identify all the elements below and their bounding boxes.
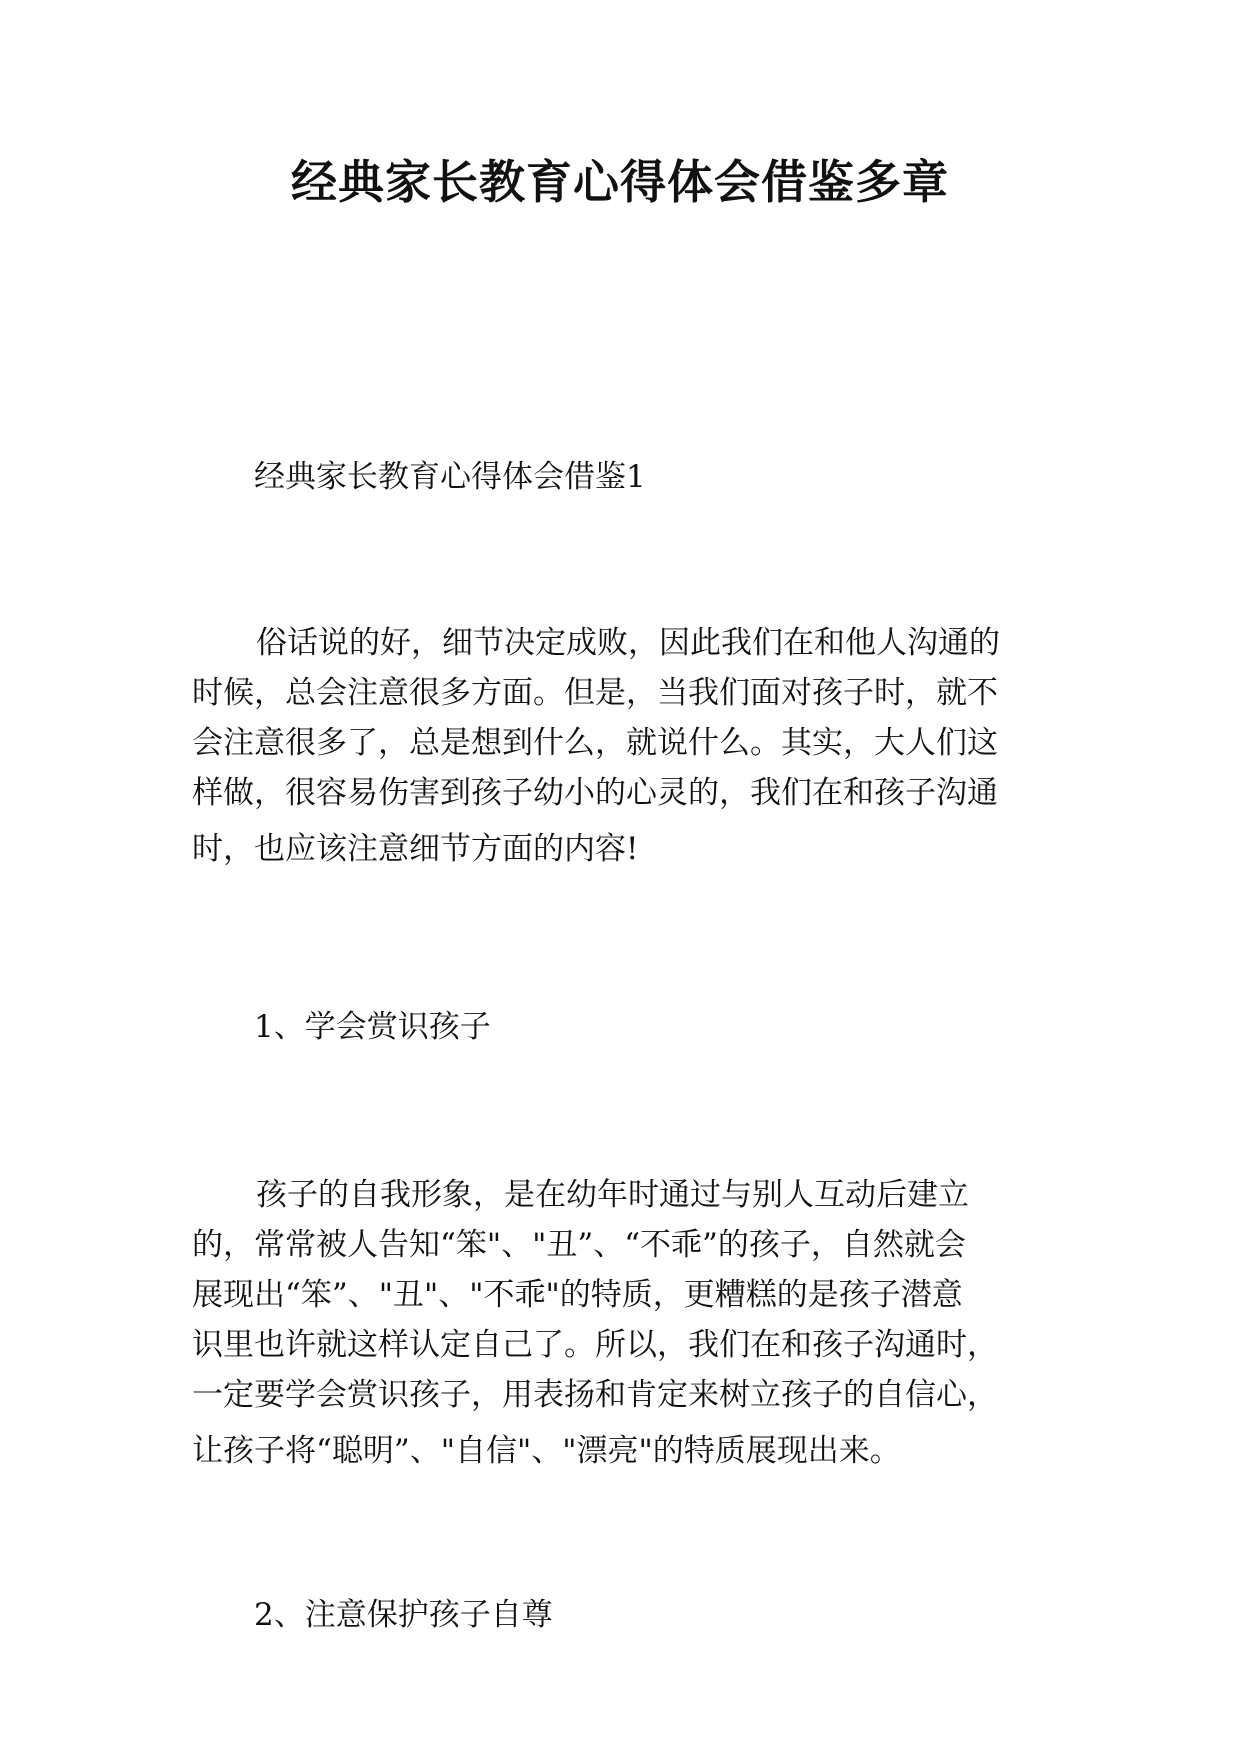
paragraph-line: 展现出“笨”、"丑"、"不乖"的特质，更糟糕的是孩子潜意 [192, 1277, 963, 1313]
paragraph-line: 时候，总会注意很多方面。但是，当我们面对孩子时，就不 [192, 675, 998, 711]
paragraph-line: 孩子的自我形象，是在幼年时通过与别人互动后建立 [256, 1177, 969, 1213]
document-title: 经典家长教育心得体会借鉴多章 [291, 155, 949, 209]
paragraph-line: 样做，很容易伤害到孩子幼小的心灵的，我们在和孩子沟通 [192, 775, 998, 811]
numbered-heading: 1、学会赏识孩子 [254, 1009, 491, 1045]
paragraph-line: 识里也许就这样认定自己了。所以，我们在和孩子沟通时， [192, 1327, 998, 1363]
paragraph-line: 一定要学会赏识孩子，用表扬和肯定来树立孩子的自信心， [192, 1377, 998, 1413]
paragraph-line: 时，也应该注意细节方面的内容! [192, 831, 639, 867]
numbered-heading: 2、注意保护孩子自尊 [254, 1597, 553, 1633]
paragraph-line: 会注意很多了，总是想到什么，就说什么。其实，大人们这 [192, 725, 998, 761]
paragraph [192, 1170, 1052, 1476]
paragraph-line: 俗话说的好，细节决定成败，因此我们在和他人沟通的 [256, 625, 1000, 661]
paragraph [192, 618, 1052, 874]
paragraph-line: 的，常常被人告知“笨"、"丑”、“不乖”的孩子，自然就会 [192, 1227, 966, 1263]
section-heading: 经典家长教育心得体会借鉴1 [254, 459, 646, 495]
paragraph-line: 让孩子将“聪明”、"自信"、"漂亮"的特质展现出来。 [192, 1433, 901, 1469]
